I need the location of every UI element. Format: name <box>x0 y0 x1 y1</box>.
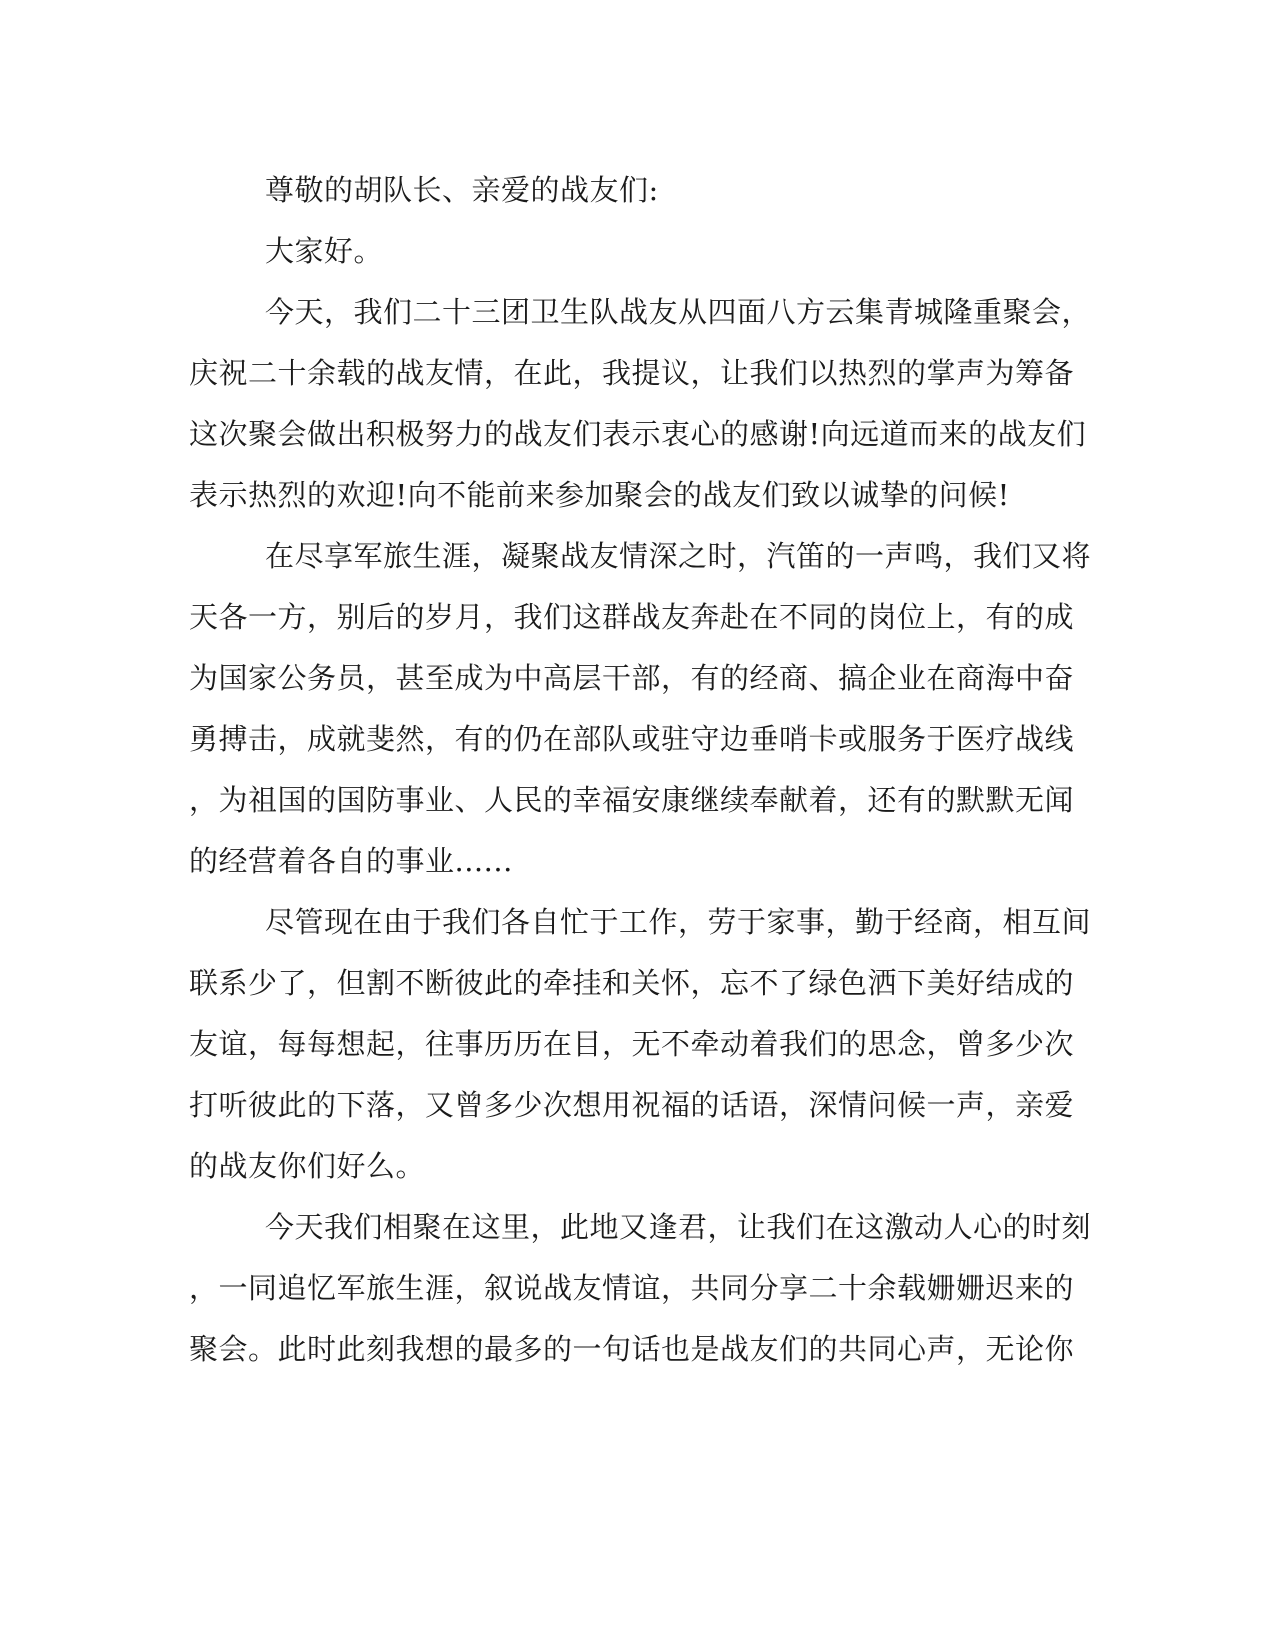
paragraph-4-line: ，一同追忆军旅生涯，叙说战友情谊，共同分享二十余载姗姗迟来的 <box>189 1271 1075 1305</box>
paragraph-1-line: 今天，我们二十三团卫生队战友从四面八方云集青城隆重聚会， <box>265 295 1092 329</box>
paragraph-3-line: 友谊，每每想起，往事历历在目，无不牵动着我们的思念，曾多少次 <box>189 1027 1075 1061</box>
paragraph-3-line: 尽管现在由于我们各自忙于工作，劳于家事，勤于经商，相互间 <box>265 905 1092 939</box>
document-body <box>189 160 1092 1380</box>
paragraph-4-line: 今天我们相聚在这里，此地又逢君，让我们在这激动人心的时刻 <box>265 1210 1092 1244</box>
greeting: 大家好。 <box>265 234 384 268</box>
paragraph-1-line: 表示热烈的欢迎!向不能前来参加聚会的战友们致以诚挚的问候! <box>189 478 1010 512</box>
paragraph-3-line: 联系少了，但割不断彼此的牵挂和关怀，忘不了绿色洒下美好结成的 <box>189 966 1075 1000</box>
paragraph-2-line: 的经营着各自的事业...... <box>189 844 513 878</box>
paragraph-4-line: 聚会。此时此刻我想的最多的一句话也是战友们的共同心声，无论你 <box>189 1332 1075 1366</box>
paragraph-3-line: 的战友你们好么。 <box>189 1149 426 1183</box>
paragraph-2-line: ，为祖国的国防事业、人民的幸福安康继续奉献着，还有的默默无闻 <box>189 783 1075 817</box>
paragraph-2-line: 天各一方，别后的岁月，我们这群战友奔赴在不同的岗位上，有的成 <box>189 600 1075 634</box>
paragraph-1-line: 这次聚会做出积极努力的战友们表示衷心的感谢!向远道而来的战友们 <box>189 417 1087 451</box>
paragraph-2-line: 为国家公务员，甚至成为中高层干部，有的经商、搞企业在商海中奋 <box>189 661 1075 695</box>
salutation: 尊敬的胡队长、亲爱的战友们: <box>265 173 659 207</box>
paragraph-3-line: 打听彼此的下落，又曾多少次想用祝福的话语，深情问候一声，亲爱 <box>189 1088 1075 1122</box>
paragraph-1-line: 庆祝二十余载的战友情，在此，我提议，让我们以热烈的掌声为筹备 <box>189 356 1075 390</box>
paragraph-2-line: 在尽享军旅生涯，凝聚战友情深之时，汽笛的一声鸣，我们又将 <box>265 539 1092 573</box>
paragraph-2-line: 勇搏击，成就斐然，有的仍在部队或驻守边垂哨卡或服务于医疗战线 <box>189 722 1075 756</box>
